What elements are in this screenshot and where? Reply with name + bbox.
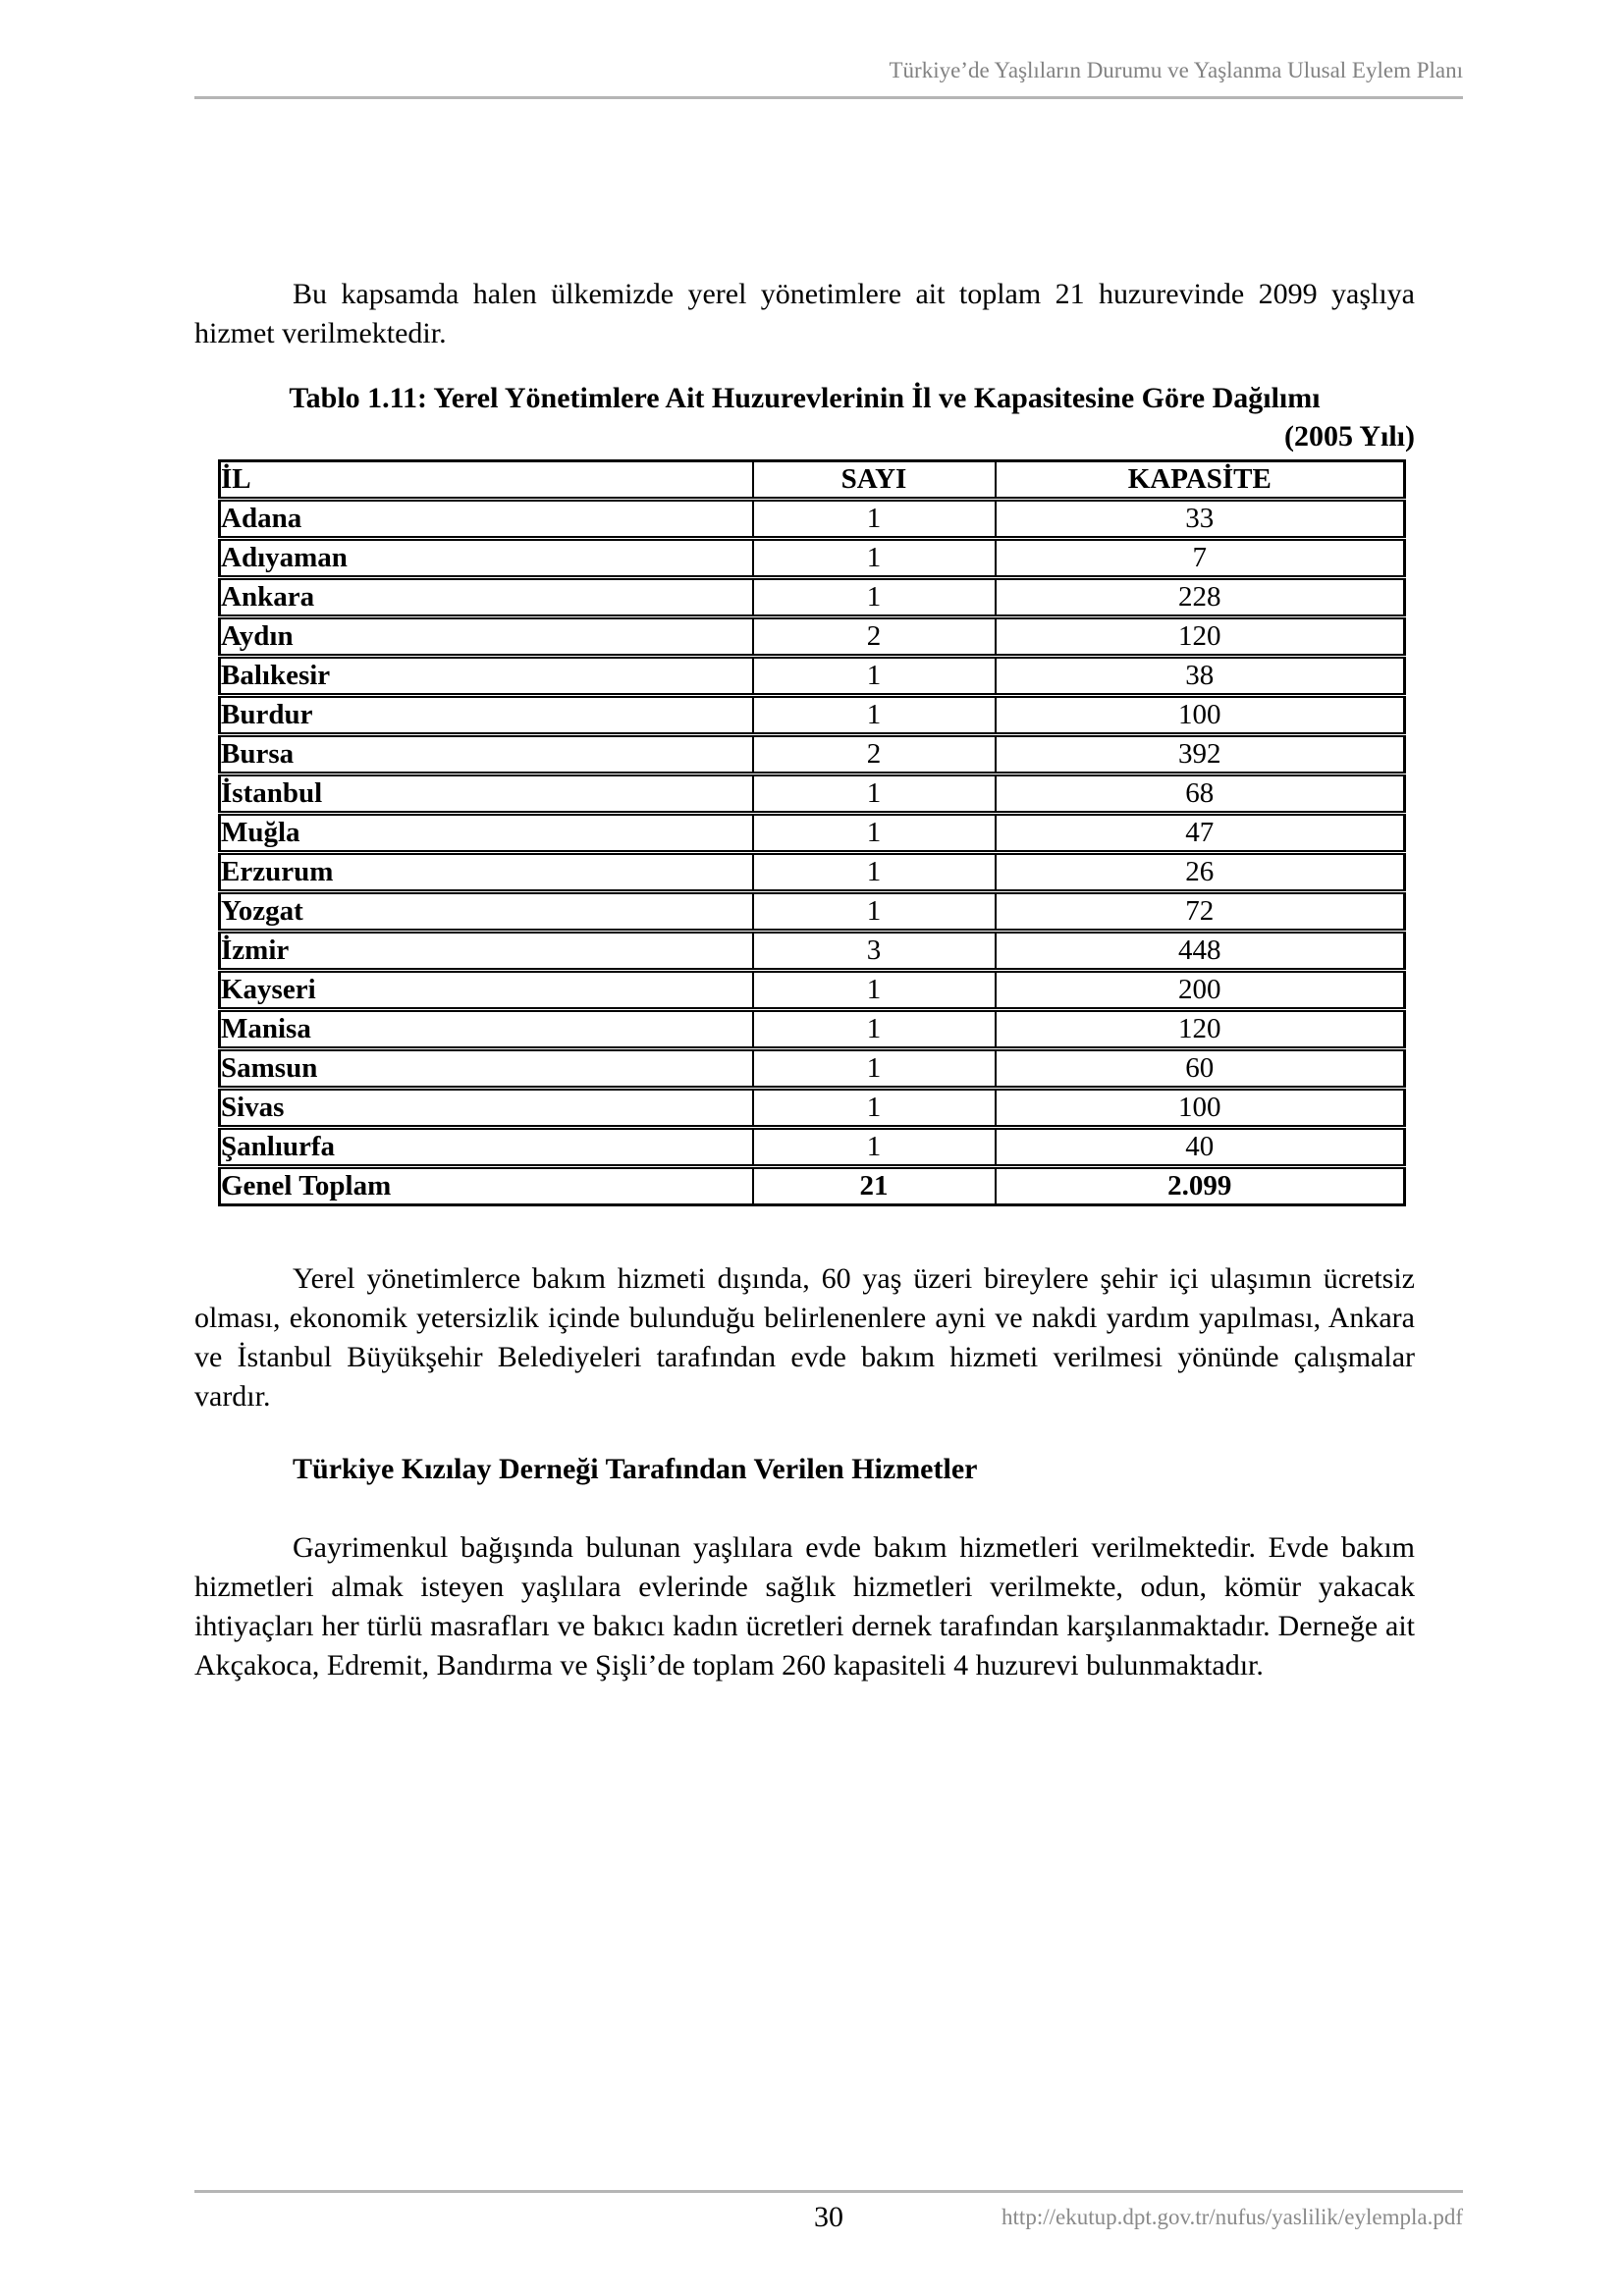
cell-il: Balıkesir: [220, 657, 753, 696]
cell-sayi: 2: [753, 735, 996, 774]
page-footer: [194, 2190, 1463, 2233]
table-row: [220, 774, 1405, 814]
cell-il: Muğla: [220, 814, 753, 853]
table-title: Tablo 1.11: Yerel Yönetimlere Ait Huzurevlerinin İl ve Kapasitesine Göre Dağılımı: [289, 382, 1321, 414]
cell-il: Yozgat: [220, 892, 753, 932]
cell-il: Burdur: [220, 696, 753, 735]
cell-sayi: 3: [753, 932, 996, 971]
cell-il: Erzurum: [220, 853, 753, 892]
cell-sayi: 1: [753, 1049, 996, 1089]
cell-total-sayi: 21: [753, 1167, 996, 1205]
running-header: [194, 57, 1463, 99]
cell-kapasite: 47: [996, 814, 1405, 853]
cell-sayi: 1: [753, 814, 996, 853]
table-row: [220, 696, 1405, 735]
cell-il: Aydın: [220, 617, 753, 657]
cell-kapasite: 60: [996, 1049, 1405, 1089]
kizilay-section-heading: Türkiye Kızılay Derneği Tarafından Verilen Hizmetler: [293, 1453, 978, 1485]
running-header-title: Türkiye’de Yaşlıların Durumu ve Yaşlanma Ulusal Eylem Planı: [889, 58, 1463, 82]
cell-total-kapasite: 2.099: [996, 1167, 1405, 1205]
kizilay-paragraph: Gayrimenkul bağışında bulunan yaşlılara evde bakım hizmetleri verilmektedir. Evde bakım hizmetleri almak isteyen yaşlılara evlerinde sağlık hizmetleri verilmekte, odun, kömür yakacak ihtiyaçları her türlü masrafları ve bakıcı kadın ücretleri dernek tarafından karşılanmaktadır. Derneğe ait Akçakoca, Edremit, Bandırma ve Şişli’de toplam 260 kapasiteli 4 huzurevi bulunmaktadır.: [194, 1531, 1415, 1682]
cell-il: İstanbul: [220, 774, 753, 814]
cell-kapasite: 448: [996, 932, 1405, 971]
table-row: [220, 1010, 1405, 1049]
cell-total-label: Genel Toplam: [221, 1170, 392, 1201]
column-header-il: İL: [220, 461, 753, 500]
table-total-row: [220, 1167, 1405, 1205]
cell-kapasite: 7: [996, 539, 1405, 578]
table-row: [220, 1049, 1405, 1089]
table-row: [220, 500, 1405, 539]
page-body: [194, 99, 1415, 1685]
table-row: [220, 539, 1405, 578]
cell-sayi: 1: [753, 539, 996, 578]
cell-sayi: 1: [753, 1089, 996, 1128]
table-row: [220, 578, 1405, 617]
cell-kapasite: 228: [996, 578, 1405, 617]
cell-kapasite: 100: [996, 1089, 1405, 1128]
table-row: [220, 814, 1405, 853]
cell-il: Sivas: [220, 1089, 753, 1128]
services-paragraph: Yerel yönetimlerce bakım hizmeti dışında, 60 yaş üzeri bireylere şehir içi ulaşımın ücretsiz olması, ekonomik yetersizlik içinde bulunduğu belirlenenlere ayni ve nakdi yardım yapılması, Ankara ve İstanbul Büyükşehir Belediyeleri tarafından evde bakım hizmeti verilmesi yönünde çalışmalar vardır.: [194, 1262, 1415, 1413]
cell-kapasite: 120: [996, 617, 1405, 657]
cell-kapasite: 72: [996, 892, 1405, 932]
table-row: [220, 971, 1405, 1010]
cell-sayi: 1: [753, 696, 996, 735]
cell-sayi: 1: [753, 892, 996, 932]
cell-sayi: 1: [753, 1128, 996, 1167]
cell-kapasite: 100: [996, 696, 1405, 735]
table-row: [220, 932, 1405, 971]
cell-kapasite: 120: [996, 1010, 1405, 1049]
footer-url[interactable]: http://ekutup.dpt.gov.tr/nufus/yaslilik/eylempla.pdf: [1001, 2205, 1463, 2229]
cell-kapasite: 38: [996, 657, 1405, 696]
page-number: 30: [814, 2201, 843, 2233]
huzurevleri-table: [218, 459, 1406, 1206]
cell-kapasite: 392: [996, 735, 1405, 774]
cell-il: Adana: [220, 500, 753, 539]
cell-sayi: 1: [753, 500, 996, 539]
table-row: [220, 853, 1405, 892]
cell-kapasite: 68: [996, 774, 1405, 814]
table-row: [220, 735, 1405, 774]
cell-sayi: 1: [753, 657, 996, 696]
cell-il: Samsun: [220, 1049, 753, 1089]
cell-sayi: 1: [753, 971, 996, 1010]
cell-il: Adıyaman: [220, 539, 753, 578]
cell-il: İzmir: [220, 932, 753, 971]
footer-content: [194, 2193, 1463, 2233]
table-year-label: (2005 Yılı): [1283, 420, 1415, 453]
cell-il: Bursa: [220, 735, 753, 774]
cell-sayi: 1: [753, 578, 996, 617]
cell-kapasite: 200: [996, 971, 1405, 1010]
column-header-sayi: SAYI: [753, 461, 996, 500]
intro-paragraph: Bu kapsamda halen ülkemizde yerel yönetimlere ait toplam 21 huzurevinde 2099 yaşlıya hizmet verilmektedir.: [194, 278, 1415, 349]
column-header-kapasite: KAPASİTE: [996, 461, 1405, 500]
cell-il: Ankara: [220, 578, 753, 617]
cell-sayi: 1: [753, 774, 996, 814]
table-row: [220, 617, 1405, 657]
table-row: [220, 1089, 1405, 1128]
cell-sayi: 2: [753, 617, 996, 657]
cell-kapasite: 40: [996, 1128, 1405, 1167]
cell-sayi: 1: [753, 1010, 996, 1049]
cell-il: Kayseri: [220, 971, 753, 1010]
table-header-row: [220, 461, 1405, 500]
cell-il: Manisa: [220, 1010, 753, 1049]
table-row: [220, 657, 1405, 696]
table-row: [220, 1128, 1405, 1167]
cell-sayi: 1: [753, 853, 996, 892]
cell-kapasite: 26: [996, 853, 1405, 892]
cell-il: Şanlıurfa: [220, 1128, 753, 1167]
table-row: [220, 892, 1405, 932]
cell-kapasite: 33: [996, 500, 1405, 539]
